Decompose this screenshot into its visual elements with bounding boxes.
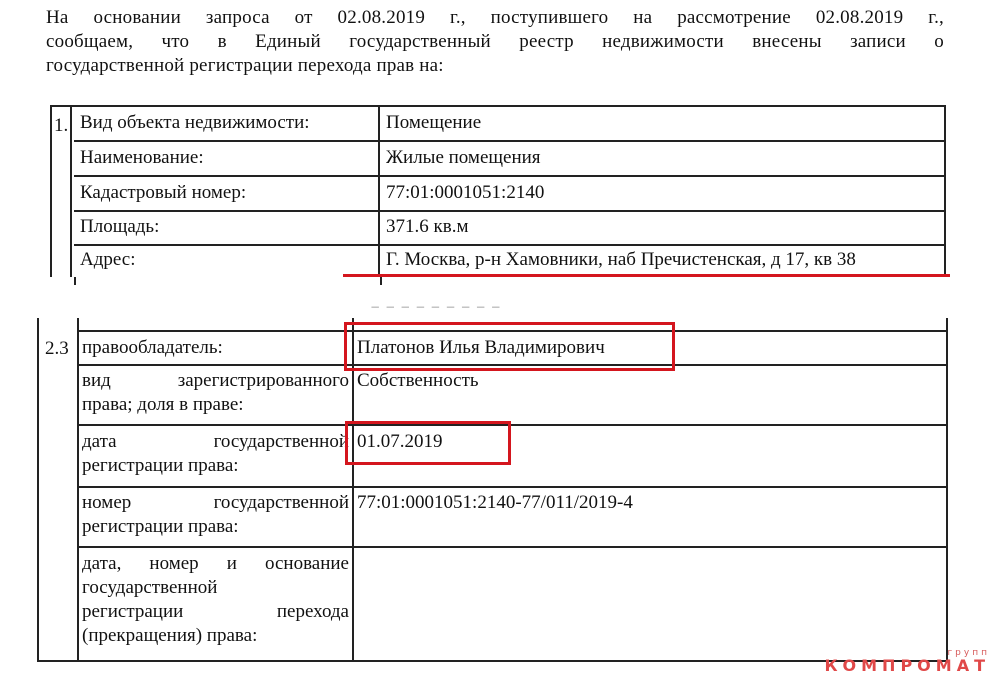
row-label-line: дата, номер и основание [82, 553, 349, 574]
cropped-text-remnant: ‾ ‾ ‾ ‾ ‾ ‾ ‾ ‾ ‾ [372, 306, 501, 327]
registration-number-value: 77:01:0001051:2140-77/011/2019-4 [357, 492, 633, 513]
intro-line-3: государственной регистрации перехода прав на: [46, 55, 444, 76]
intro-paragraph [46, 6, 944, 78]
row-divider [79, 546, 946, 548]
row-value: Помещение [386, 112, 482, 133]
table-row [74, 244, 944, 277]
row-label-owner [79, 336, 351, 360]
row-label-registration-number [79, 491, 351, 539]
row-label-line: регистрации права: [82, 455, 239, 476]
address-highlight-underline [343, 274, 950, 277]
row-value: Жилые помещения [386, 147, 541, 168]
table-row [74, 142, 944, 177]
row-label-line: регистрации права: [82, 516, 239, 537]
table-row [74, 211, 944, 246]
table-row [74, 177, 944, 212]
row-label: Площадь: [74, 211, 380, 244]
row-label: Вид объекта недвижимости: [74, 107, 380, 140]
row-divider [79, 486, 946, 488]
watermark-logo [824, 648, 990, 675]
intro-line-2: сообщаем, что в Единый государственный реестр недвижимости внесены записи о [46, 31, 944, 52]
property-table [50, 105, 946, 277]
row-label-line: государственной [82, 577, 218, 598]
table-edge [380, 277, 382, 285]
row-label-registration-date [79, 430, 351, 478]
intro-line-1: На основании запроса от 02.08.2019 г., поступившего на рассмотрение 02.08.2019 г., [46, 7, 944, 28]
row-value: 371.6 кв.м [386, 216, 469, 237]
right-type-value: Собственность [357, 370, 479, 391]
row-label-line: права; доля в праве: [82, 394, 244, 415]
row-divider [39, 660, 946, 662]
row-divider [79, 424, 946, 426]
row-label-line: вид зарегистрированного [82, 370, 349, 391]
row-label-transfer [79, 552, 351, 648]
row-label: Адрес: [74, 244, 380, 277]
owner-highlight-box [344, 322, 675, 371]
logo-small-text: групп [947, 648, 990, 658]
owner-name: Платонов Илья Владимирович [357, 337, 605, 358]
property-number: 1. [52, 107, 72, 277]
row-label-line: (прекращения) права: [82, 625, 258, 646]
logo-big-text: КОМПРОМАТ [824, 656, 990, 675]
rights-number: 2.3 [39, 318, 79, 662]
row-label-right-type [79, 369, 351, 417]
row-label-line: регистрации перехода [82, 601, 349, 622]
registration-date-value: 01.07.2019 [357, 431, 443, 452]
date-highlight-box [345, 421, 511, 465]
row-value: 77:01:0001051:2140 [386, 182, 545, 203]
row-label-line: дата государственной [82, 431, 349, 452]
row-label: Наименование: [74, 142, 380, 175]
row-value: Г. Москва, р-н Хамовники, наб Пречистенская, д 17, кв 38 [386, 249, 856, 270]
row-label: Кадастровый номер: [74, 177, 380, 210]
row-label-line: номер государственной [82, 492, 349, 513]
row-label-line: правообладатель: [82, 337, 223, 358]
table-row [74, 107, 944, 142]
table-edge [74, 277, 76, 285]
